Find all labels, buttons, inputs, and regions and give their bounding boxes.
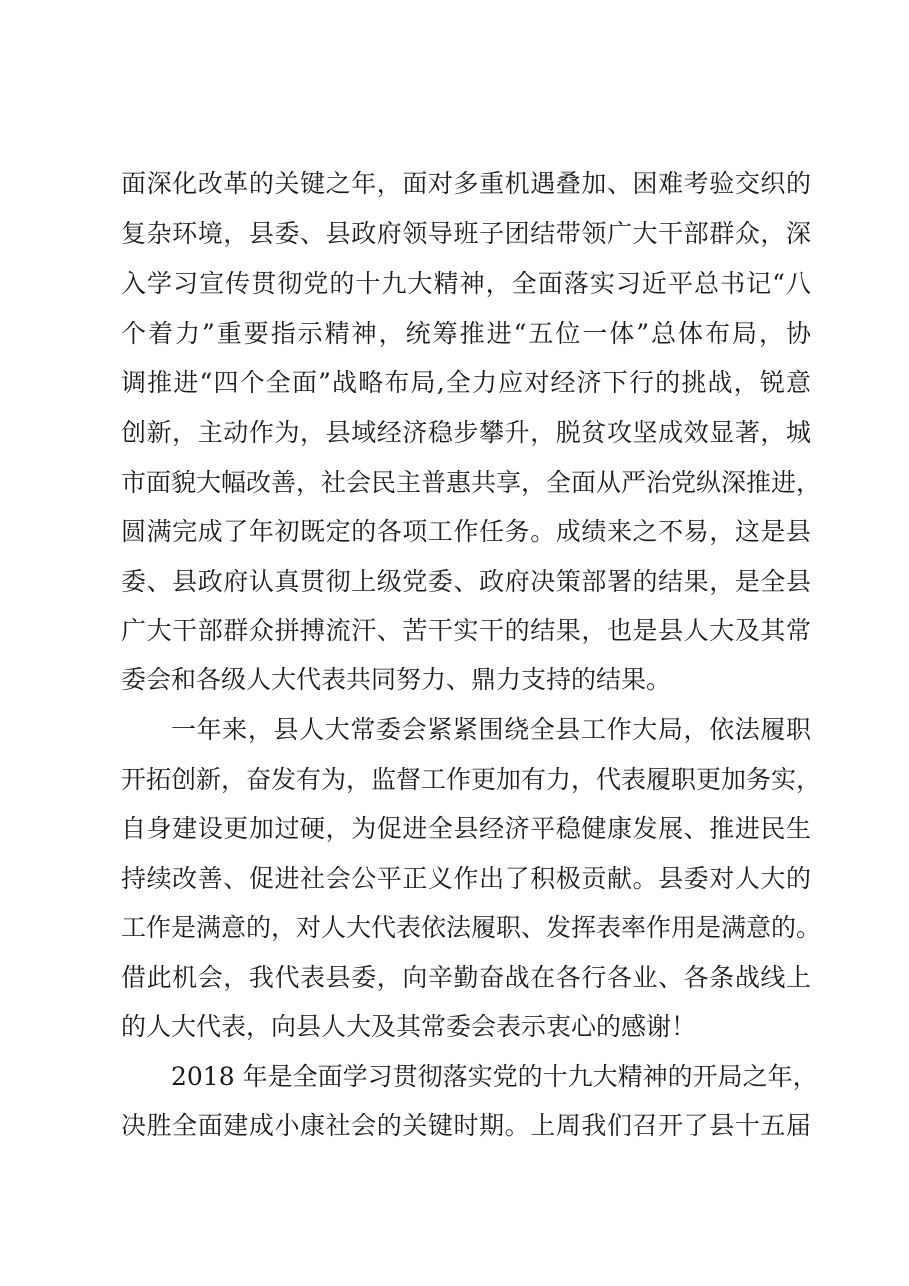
paragraph-first-line: 2018 年是全面学习贯彻落实党的十九大精神的开局之年， (171, 1062, 818, 1091)
body-text-line: 广大干部群众拼搏流汗、苦干实干的结果，也是县人大及其常 (121, 616, 811, 645)
body-text-line: 开拓创新，奋发有为，监督工作更加有力，代表履职更加务实， (121, 765, 822, 794)
body-text-line: 创新，主动作为，县域经济稳步攀升，脱贫攻坚成效显著，城 (121, 418, 811, 447)
paragraph-first-line: 一年来，县人大常委会紧紧围绕全县工作大局，依法履职 (171, 715, 811, 744)
body-text-line: 借此机会，我代表县委，向辛勤奋战在各行各业、各条战线上 (121, 963, 811, 992)
body-text-line: 复杂环境，县委、县政府领导班子团结带领广大干部群众，深 (121, 219, 811, 248)
body-text-line: 圆满完成了年初既定的各项工作任务。成绩来之不易，这是县 (121, 517, 811, 546)
body-text-line: 面深化改革的关键之年，面对多重机遇叠加、困难考验交织的 (121, 169, 811, 198)
body-text-line: 调推进“四个全面”战略布局,全力应对经济下行的挑战，锐意 (121, 368, 811, 397)
body-text-line: 自身建设更加过硬，为促进全县经济平稳健康发展、推进民生 (121, 814, 811, 843)
body-text-line: 委、县政府认真贯彻上级党委、政府决策部署的结果，是全县 (121, 567, 811, 596)
body-text-line: 委会和各级人大代表共同努力、鼎力支持的结果。 (121, 665, 672, 694)
body-text-line: 的人大代表，向县人大及其常委会表示衷心的感谢！ (121, 1012, 697, 1041)
body-text-line: 入学习宣传贯彻党的十九大精神，全面落实习近平总书记“八 (121, 269, 811, 298)
body-text-line: 个着力”重要指示精神，统筹推进“五位一体”总体布局，协 (121, 319, 811, 348)
body-text-line: 工作是满意的，对人大代表依法履职、发挥表率作用是满意的。 (121, 913, 822, 942)
body-text-line: 市面貌大幅改善，社会民主普惠共享，全面从严治党纵深推进， (121, 468, 822, 497)
body-text-line: 决胜全面建成小康社会的关键时期。上周我们召开了县十五届 (121, 1111, 811, 1140)
body-text-line: 持续改善、促进社会公平正义作出了积极贡献。县委对人大的 (121, 864, 811, 893)
